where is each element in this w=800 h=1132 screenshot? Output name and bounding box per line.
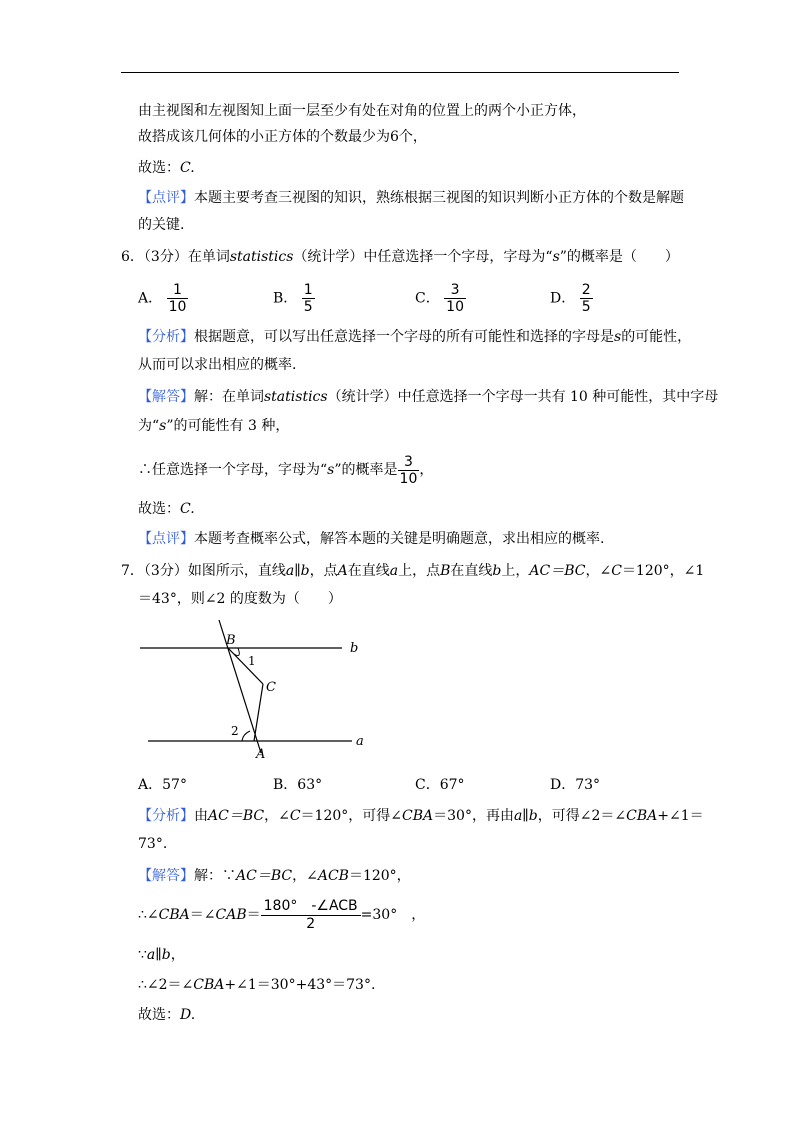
angle-2-arc bbox=[242, 731, 250, 741]
q5-line-2: 故搭成该几何体的小正方体的个数最少为6个， bbox=[138, 129, 427, 145]
label-1: 1 bbox=[248, 654, 256, 668]
header-rule bbox=[121, 72, 679, 73]
q5-comment-2: 的关键. bbox=[138, 217, 185, 233]
label-A: A bbox=[256, 747, 266, 762]
label-C: C bbox=[266, 680, 276, 695]
angle-1-arc bbox=[234, 648, 239, 656]
q7-solution-3: ∵a∥b， bbox=[138, 947, 185, 963]
q7-option-a: A．57° bbox=[138, 777, 187, 793]
q7-stem-1: 7．（3分）如图所示，直线a∥b，点A在直线a上，点B在直线b上，AC＝BC，∠C＝120°，∠1 bbox=[121, 563, 705, 579]
label-a: a bbox=[356, 734, 364, 749]
analysis-tag: 【分析】 bbox=[138, 808, 194, 824]
q7-stem-2: ＝43°，则∠2 的度数为（ ） bbox=[138, 591, 342, 607]
q7-choose: 故选：D. bbox=[138, 1007, 196, 1023]
q7-figure bbox=[130, 612, 380, 762]
q6-solution-3: ∴任意选择一个字母，字母为“s”的概率是 $\frac{3}{10}$ ， bbox=[138, 453, 434, 487]
comment-tag: 【点评】 bbox=[138, 531, 194, 547]
comment-tag: 【点评】 bbox=[138, 190, 194, 206]
q5-comment-1: 【点评】本题主要考查三视图的知识，熟练根据三视图的知识判断小正方体的个数是解题 bbox=[138, 190, 684, 206]
q7-analysis-1: 【分析】由AC＝BC，∠C＝120°，可得∠CBA＝30°，再由a∥b，可得∠2＝∠CBA+∠1＝ bbox=[138, 808, 704, 824]
q6-stem: 6．（3分）在单词statistics（统计学）中任意选择一个字母，字母为“s”的概率是（ ） bbox=[121, 249, 679, 265]
q6-comment: 【点评】本题考查概率公式，解答本题的关键是明确题意，求出相应的概率. bbox=[138, 531, 605, 547]
q6-option-a: A． $\frac{1}{10}$ bbox=[138, 282, 187, 315]
q7-option-b: B．63° bbox=[273, 777, 323, 793]
segment-CA bbox=[254, 684, 263, 741]
q6-solution-1: 【解答】解：在单词statistics（统计学）中任意选择一个字母一共有 10 种可能性，其中字母 bbox=[138, 389, 719, 405]
q7-option-c: C．67° bbox=[415, 777, 465, 793]
q7-solution-1: 【解答】解：∵AC＝BC，∠ACB＝120°， bbox=[138, 868, 411, 884]
solution-tag: 【解答】 bbox=[138, 389, 194, 405]
analysis-tag: 【分析】 bbox=[138, 329, 194, 345]
q5-choose: 故选：C. bbox=[138, 160, 195, 176]
q6-choose: 故选：C. bbox=[138, 501, 195, 517]
q5-line-1: 由主视图和左视图知上面一层至少有处在对角的位置上的两个小正方体， bbox=[138, 103, 586, 119]
q6-option-c: C． $\frac{3}{10}$ bbox=[415, 282, 464, 315]
q6-option-d: D． $\frac{2}{5}$ bbox=[550, 282, 591, 315]
solution-tag: 【解答】 bbox=[138, 868, 194, 884]
q6-option-b: B． $\frac{1}{5}$ bbox=[273, 282, 313, 315]
q7-option-d: D．73° bbox=[550, 777, 601, 793]
q6-analysis-1: 【分析】根据题意，可以写出任意选择一个字母的所有可能性和选择的字母是s的可能性， bbox=[138, 329, 692, 345]
label-B: B bbox=[226, 633, 236, 648]
q6-solution-2: 为“s”的可能性有 3 种， bbox=[138, 418, 290, 434]
q7-solution-4: ∴∠2＝∠CBA+∠1＝30°+43°＝73°. bbox=[138, 977, 376, 993]
label-2: 2 bbox=[231, 724, 239, 738]
label-b: b bbox=[350, 641, 359, 656]
q6-analysis-2: 从而可以求出相应的概率. bbox=[138, 357, 297, 373]
q7-solution-2: ∴∠CBA＝∠CAB＝ $\frac{\text{180° -∠ACB}}{2}$ =30° ， bbox=[138, 897, 426, 932]
q7-analysis-2: 73°. bbox=[138, 836, 168, 852]
